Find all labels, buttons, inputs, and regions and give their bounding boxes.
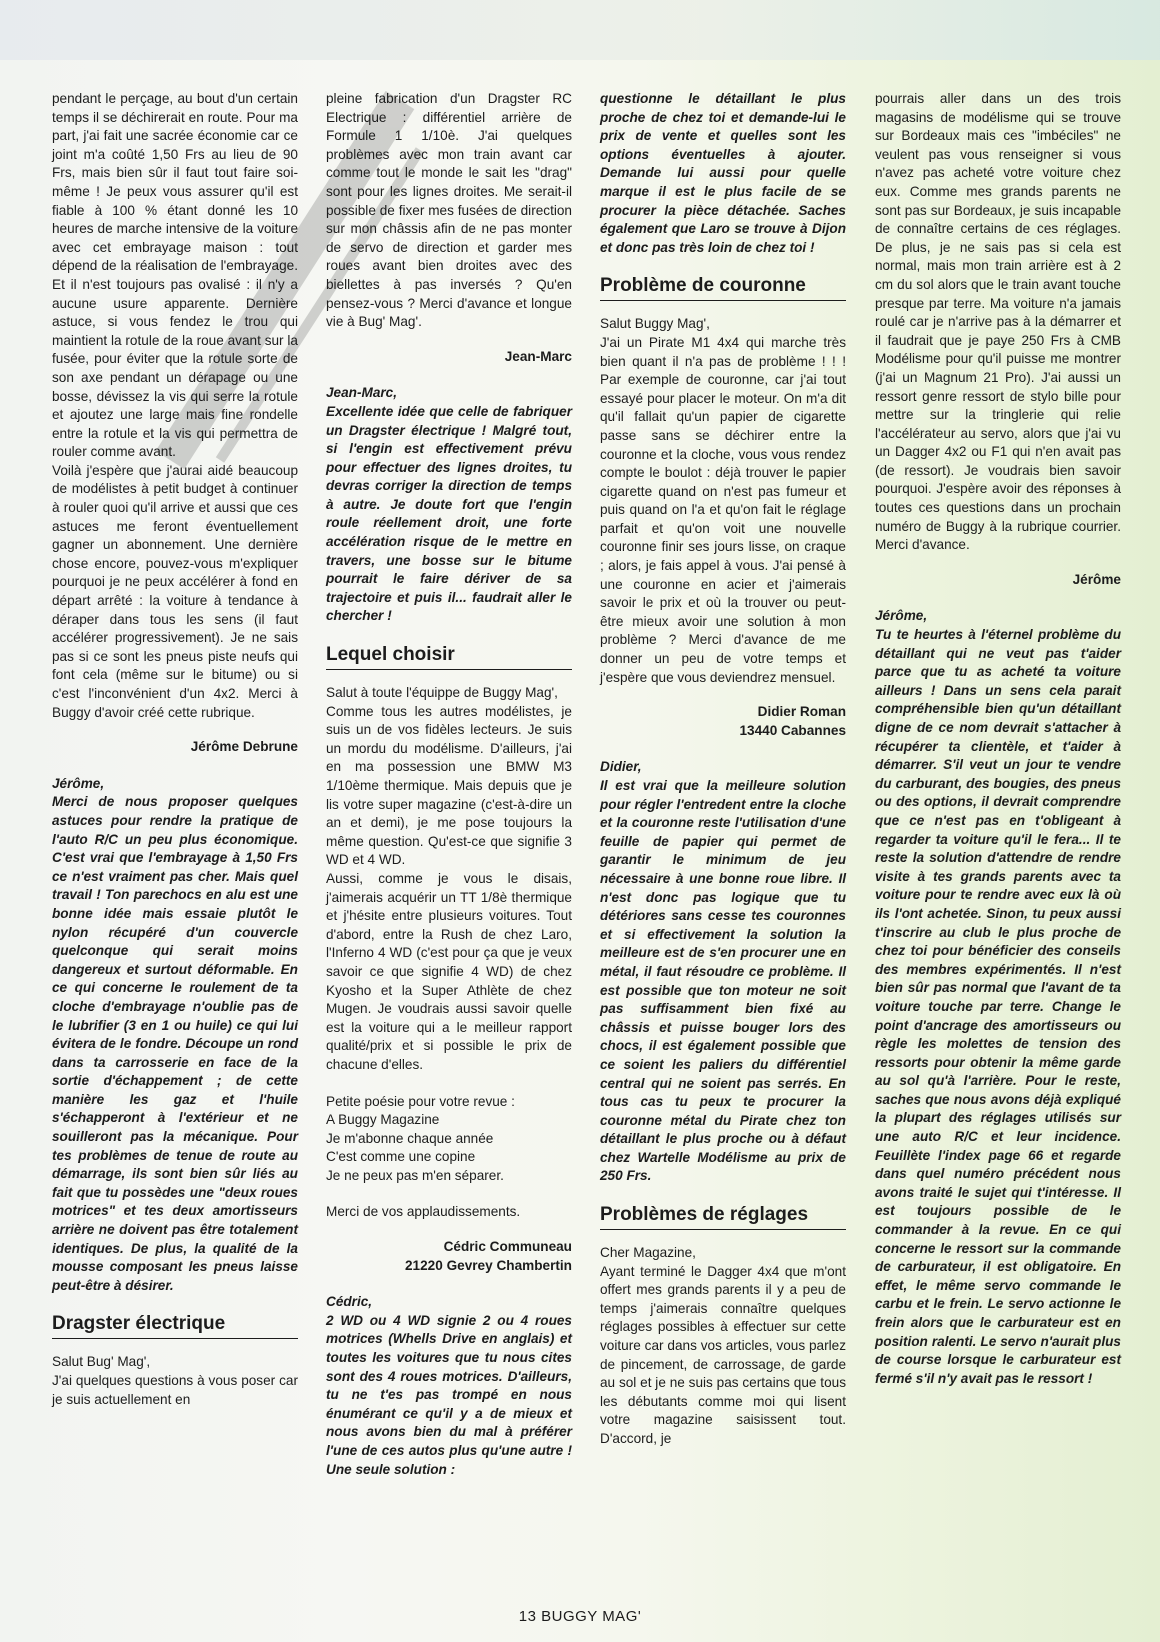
poem-line: Je ne peux pas m'en séparer. (326, 1167, 504, 1183)
column-1 (52, 90, 298, 1409)
signature-name: Cédric Communeau (443, 1239, 572, 1255)
spacer (326, 1185, 572, 1203)
section-heading: Problèmes de réglages (600, 1204, 846, 1230)
letter-text: pendant le perçage, au bout d'un certain temps il se déchirerait en route. Pour ma part, j'ai fait une sacrée économie car ce joint m'a coûté 1,50 Frs au lieu de 90 Frs, mais bien sûr il faut tout faire soi-même ! Je peux vous assurer qu'il est fiable à 100 % étant donné les 10 heures de marche intensive de la voiture avec cet embrayage maison : tout dépend de la réalisation de l'embrayage. Et il n'est toujours pas ovalisé : il n'y a aucune usure apparente. Dernière astuce, si vous fendez le trou qui maintient la rotule de la roue avant sur la fusée, pour éviter que la rotule sorte de son axe pendant un dérapage ou une bosse, dévissez la vis qui serre la rotule et ajoutez une large mais fine rondelle entre la rotule et la vis qui permettra de rouler comme avant. (52, 91, 298, 460)
poem-line: C'est comme une copine (326, 1149, 476, 1165)
letter-text: J'ai quelques questions à vous poser car je suis actuellement en (52, 1373, 298, 1407)
letter-signature: Jean-Marc (504, 348, 572, 364)
letter-text: Aussi, comme je vous le disais, j'aimerais acquérir un TT 1/8è thermique et j'hésite entre plusieurs voitures. Tout d'abord, entre la Rush de chez Laro, l'Inferno 4 WD (c'est pour ça que je veux savoir ce que signifie 4 WD) de chez Kyosho et la Super Athlète de chez Mugen. Je voudrais aussi savoir quelle est la voiture qui a le meilleur rapport qualité/prix et si possible le prix de chacune d'elles. (326, 870, 572, 1072)
letter-closing: Merci de vos applaudissements. (326, 1204, 521, 1220)
letter-signature (326, 1238, 572, 1275)
letter-greeting: Cher Magazine, (600, 1245, 696, 1261)
column-4 (875, 90, 1121, 1388)
signature-name: Didier Roman (757, 704, 846, 720)
editor-reply: Tu te heurtes à l'éternel problème du détaillant qui ne veut pas t'aider parce que tu as acheté ta voiture ailleurs ! Dans un sens cela parait compréhensible bien qu'un détaillant digne de ce nom devrait s'attacher à récupérer ta clientèle, et t'aider à démarrer. S'il veut un jour te vendre du carburant, des bougies, des pneus ou des options, il devrait comprendre que ce n'est pas en t'obligeant à regarder ta voiture qu'il le fera... Il te reste la solution d'attendre de rendre visite à tes grands parents avec ta voiture pour te rendre avec eux là où ils l'ont achetée. Sinon, tu peux aussi t'inscrire au club le plus proche de chez toi pour bénéficier des conseils des membres expérimentés. Il n'est bien sûr pas normal que l'avant de ta voiture touche par terre. Change le point d'ancrage des amortisseurs ou règle les molettes de tension des ressorts pour obtenir la même garde au sol qu'à l'arrière. Pour le reste, saches que nous avons déjà expliqué la plupart des réglages utilisés sur une auto R/C et leur incidence. Feuillète l'index page 66 et regarde dans quel numéro précédent nous avons traité le sujet qui t'intéresse. Il est toujours possible de le commander à la revue. En ce qui concerne le ressort sur la commande de carburateur, il est obligatoire. En effet, le même servo commande le carbu et le frein. Le servo actionne le frein alors que le carburateur est en position ralenti. Le servo n'aurait plus de course lorsque le carburateur est fermé s'il n'y avait pas le ressort ! (875, 627, 1121, 1386)
letter-text: J'ai un Pirate M1 4x4 qui marche très bien quant il n'a pas de problème ! ! ! Par exemple de couronne, car j'ai tout essayé pour placer le moteur. On m'a dit qu'il fallait qu'un papier de cigarette passe sans se déchirer entre la couronne et la cloche, vous vous rendez compte le boulot : déjà trouver le papier cigarette quand on n'est pas fumeur et puis quand on l'a et qu'on fait le réglage parfait et qu'on voit une nouvelle couronne finir ses jours lisse, on craque ; alors, je fais appel à vous. J'ai pensé à une couronne en acier et j'aimerais savoir le prix et où la trouver ou peut-être mieux avoir une solution à mon problème ? Merci d'avance de me donner un peu de votre temps et j'espère que vous deviendrez mensuel. (600, 334, 846, 685)
signature-city: 13440 Cabannes (739, 722, 846, 738)
reply-salutation: Jérôme, (52, 775, 105, 791)
editor-reply: questionne le détaillant le plus proche de chez toi et demande-lui le prix de vente et quelles sont les options éventuelles à ajouter. Demande lui aussi pour quelle marque il est le plus facile de se procurer la pièce détachée. Saches également que Laro se trouve à Dijon et donc pas très loin de chez toi ! (600, 91, 846, 255)
letter-signature (600, 703, 846, 740)
poem-line: A Buggy Magazine (326, 1112, 440, 1128)
reply-salutation: Didier, (600, 759, 642, 775)
editor-reply: 2 WD ou 4 WD signie 2 ou 4 roues motrices (Whells Drive en anglais) et toutes les voitures que tu nous cites sont des 4 roues motrices. D'ailleurs, tu ne t'es pas trompé en nous énumérant ce qu'il y a de mieux et nous avons bien du mal à préférer l'une de ces autos plus qu'une autre ! Une seule solution : (326, 1312, 572, 1477)
letter-text: pourrais aller dans un des trois magasins de modélisme qui se trouve sur Bordeaux mais ces "imbéciles" ne veulent pas vous renseigner si vous n'avez pas acheté votre voiture chez eux. Comme mes grands parents ne sont pas sur Bordeaux, je suis incapable de connaître certains de ces réglages. De plus, je ne sais pas si cela est normal, mais mon train arrière est à 2 cm du sol alors que le train avant touche presque par terre. Ma voiture n'a jamais roulé car je n'arrive pas à la démarrer et il faudrait que je paye 250 Frs à CMB Modélisme pour qu'il puisse me montrer (j'ai un Magnum 21 Pro). J'ai aussi un ressort genre ressort de stylo bille pour mettre sur la tringlerie qui relie l'accélérateur au servo, alors que j'ai vu un Dagger 4x2 ou F1 qui n'en avait pas (de ressort). Je voudrais bien savoir pourquoi. J'espère avoir des réponses à toutes ces questions dans un prochain numéro de Buggy à la rubrique courrier. Merci d'avance. (875, 91, 1121, 553)
editor-reply: Excellente idée que celle de fabriquer un Dragster électrique ! Malgré tout, si l'engin est effectivement prévu pour effectuer des lignes droites, tu devras corriger la direction de temps à autre. Je doute fort que l'engin roule réellement droit, une forte accélération risque de le mettre en travers, une bosse sur le bitume pourrait le faire dériver de sa trajectoire et puis il... faudrait aller le chercher ! (326, 403, 572, 624)
editor-reply: Merci de nous proposer quelques astuces pour rendre la pratique de l'auto R/C un peu plus économique. C'est vrai que l'embrayage à 1,50 Frs ce n'est vraiment pas cher. Mais quel travail ! Ton parechocs en alu est une bonne idée mais essaie plutôt le nylon récupéré d'un couvercle quelconque qui serait moins dangereux et surtout déformable. En ce qui concerne le roulement de ta cloche d'embrayage n'oublie pas de le lubrifier (3 en 1 ou huile) ce qui lui évitera de le fondre. Découpe un rond dans ta carrosserie en face de la sortie d'échappement ; de cette manière les gaz et l'huile s'échapperont à l'extérieur et ne souilleront pas la mécanique. Pour tes problèmes de tenue de route au démarrage, ils sont bien sûr liés au fait que tu possèdes une "deux roues motrices" et tes deux amortisseurs arrière ne doivent pas être totalement identiques. De plus, la qualité de la mousse composant les pneus laisse peut-être à désirer. (52, 794, 298, 1293)
letter-text: Ayant terminé le Dagger 4x4 que m'ont offert mes grands parents il y a peu de temps j'aimerais connaître quelques réglages possibles à effectuer sur cette voiture car dans vos articles, vous parlez de pincement, de carrossage, de garde au sol et je ne suis pas certains que tous les débutants comme moi qui lisent votre magazine saisissent tout. D'accord, je (600, 1263, 846, 1446)
signature-city: 21220 Gevrey Chambertin (405, 1257, 572, 1273)
spacer (326, 1075, 572, 1093)
reply-salutation: Jérôme, (875, 608, 928, 624)
letter-text: pleine fabrication d'un Dragster RC Electrique : différentiel arrière de Formule 1 1/10è. J'ai quelques problèmes avec mon train avant car comme tout le monde le sait les "drag" sont pour les lignes droites. Me serait-il possible de fixer mes fusées de direction sur mon châssis afin de ne pas monter de servo de direction et garder mes roues avant bien droites avec des biellettes à pas inversés ? Qu'en pensez-vous ? Merci d'avance et longue vie à Bug' Mag'. (326, 91, 572, 330)
section-heading: Lequel choisir (326, 644, 572, 670)
letter-signature: Jérôme (1072, 571, 1121, 587)
letter-greeting: Salut à toute l'équippe de Buggy Mag', (326, 685, 558, 701)
letter-signature: Jérôme Debrune (190, 739, 298, 755)
reply-salutation: Cédric, (326, 1294, 373, 1310)
letter-text: Comme tous les autres modélistes, je suis un de vos fidèles lecteurs. Je suis un mordu du modélisme. D'ailleurs, j'ai en ma possession une BMW M3 1/10ème thermique. Mais depuis que je lis votre super magazine (c'est-à-dire un an et demi), je me pose toujours la même question. Qu'est-ce que signifie 3 WD et 4 WD. (326, 703, 572, 868)
reply-salutation: Jean-Marc, (326, 385, 398, 401)
column-2 (326, 90, 572, 1479)
letter-text: Voilà j'espère que j'aurai aidé beaucoup de modélistes à petit budget à continuer à rouler quoi qu'il arrive et aussi que ces astuces me feront éventuellement gagner un abonnement. Une dernière chose encore, pouvez-vous m'expliquer pourquoi je ne peux accélérer à fond en départ arrêté : la voiture à tendance à déraper dans tous les sens (il faut accélérer progressivement). Je ne sais pas si ce sont les pneus piste neufs qui font cela (même sur le bitume) ou si c'est l'inconvénient d'un 4x2. Merci à Buggy d'avoir créé cette rubrique. (52, 462, 298, 720)
column-3 (600, 90, 846, 1449)
poem-intro: Petite poésie pour votre revue : (326, 1093, 515, 1109)
section-heading: Problème de couronne (600, 275, 846, 301)
letter-greeting: Salut Bug' Mag', (52, 1354, 151, 1370)
page-footer: 13 BUGGY MAG' (518, 1608, 642, 1625)
editor-reply: Il est vrai que la meilleure solution pour régler l'entredent entre la cloche et la couronne reste l'utilisation d'une feuille de papier qui permet de garantir le minimum de jeu nécessaire à une bonne roue libre. Il n'est donc pas logique que tu détériores sans cesse tes couronnes et si effectivement la solution la meilleure est de s'en procurer une en métal, il faut résoudre ce problème. Il est possible que ton moteur ne soit pas suffisamment bien fixé au châssis et puisse bouger lors des chocs, il est également possible que ce soient les paliers du différentiel central qui ne soient pas serrés. En tous cas tu peux te procurer la couronne métal du Pirate chez ton détaillant le plus proche ou à défaut chez Wartelle Modélisme au prix de 250 Frs. (600, 778, 846, 1184)
poem-line: Je m'abonne chaque année (326, 1130, 494, 1146)
section-heading: Dragster électrique (52, 1313, 298, 1339)
letter-greeting: Salut Buggy Mag', (600, 316, 710, 332)
top-strip (0, 0, 1160, 60)
